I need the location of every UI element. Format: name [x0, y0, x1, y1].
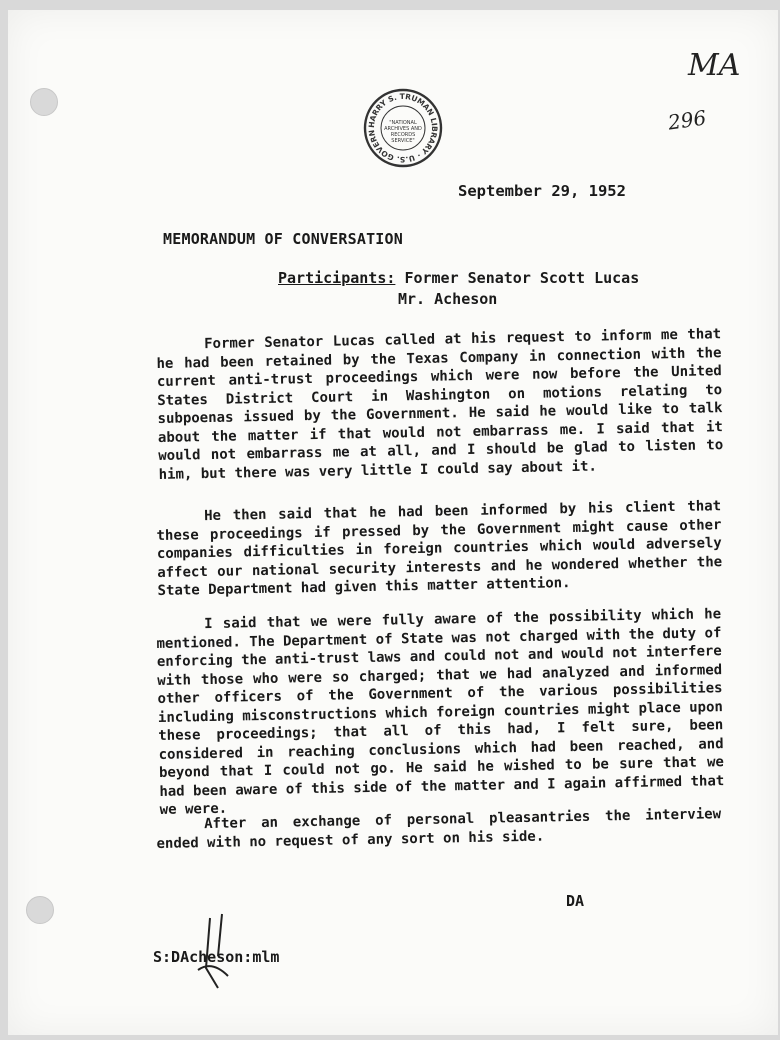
memo-date: September 29, 1952 — [458, 182, 626, 200]
archives-stamp — [363, 88, 443, 168]
handwritten-mark: MA — [688, 48, 741, 83]
punch-hole-top — [30, 88, 58, 116]
participants-label: Participants: — [278, 269, 396, 287]
svg-text:HARRY S. TRUMAN LIBRARY · U.S.: HARRY S. TRUMAN LIBRARY · U.S. GOVERN — [366, 91, 440, 165]
punch-hole-bottom — [26, 896, 54, 924]
participants-block — [278, 268, 639, 310]
memo-title: MEMORANDUM OF CONVERSATION — [163, 230, 403, 248]
archives-stamp-graphic — [363, 88, 443, 168]
svg-text:SERVICE": SERVICE" — [391, 138, 415, 144]
document-page — [8, 10, 778, 1035]
author-initials: DA — [566, 892, 585, 910]
memo-paragraph-1: Former Senator Lucas called at his request to inform me that he had been retained by the Texas Company in connection with the current anti-trust proceedings which were now before the United States District Court in Washington on motions relating to subpoenas issued by the Government. He said he would like to talk about the matter if that would not embarrass me. I said that it would not embarrass me at all, and I should be glad to listen to him, but there was very little I could say about it. — [156, 326, 724, 483]
svg-text:"NATIONAL: "NATIONAL — [389, 120, 417, 126]
memo-paragraph-2: He then said that he had been informed by his client that these proceedings if pressed by the Government might cause other companies difficulties in foreign countries which would adversely affect our national security interests and he wondered whether the State Department had given this matter attention. — [156, 498, 723, 599]
filing-reference: S:DAcheson:mlm — [153, 948, 280, 966]
svg-text:RECORDS: RECORDS — [390, 132, 416, 138]
participant-1: Former Senator Scott Lucas — [404, 269, 640, 287]
memo-paragraph-4: After an exchange of personal pleasantries the interview ended with no request of any sort on his side. — [156, 806, 722, 852]
handwritten-page-number: 296 — [666, 105, 708, 135]
memo-paragraph-3: I said that we were fully aware of the possibility which he mentioned. The Department of State was not charged with the duty of enforcing the anti-trust laws and could not and would not interfere with those who were so charged; that we had analyzed and informed other officers of the Government of the various possibilities including misconstructions which foreign countries might place upon these proceedings; that all of this had, I felt sure, been considered in reaching conclusions which had been reached, and beyond that I could not go. He said he wished to be sure that we had been aware of this side of the matter and I again affirmed that we were. — [156, 606, 725, 818]
participant-2: Mr. Acheson — [398, 290, 498, 308]
svg-text:ARCHIVES AND: ARCHIVES AND — [384, 126, 422, 132]
